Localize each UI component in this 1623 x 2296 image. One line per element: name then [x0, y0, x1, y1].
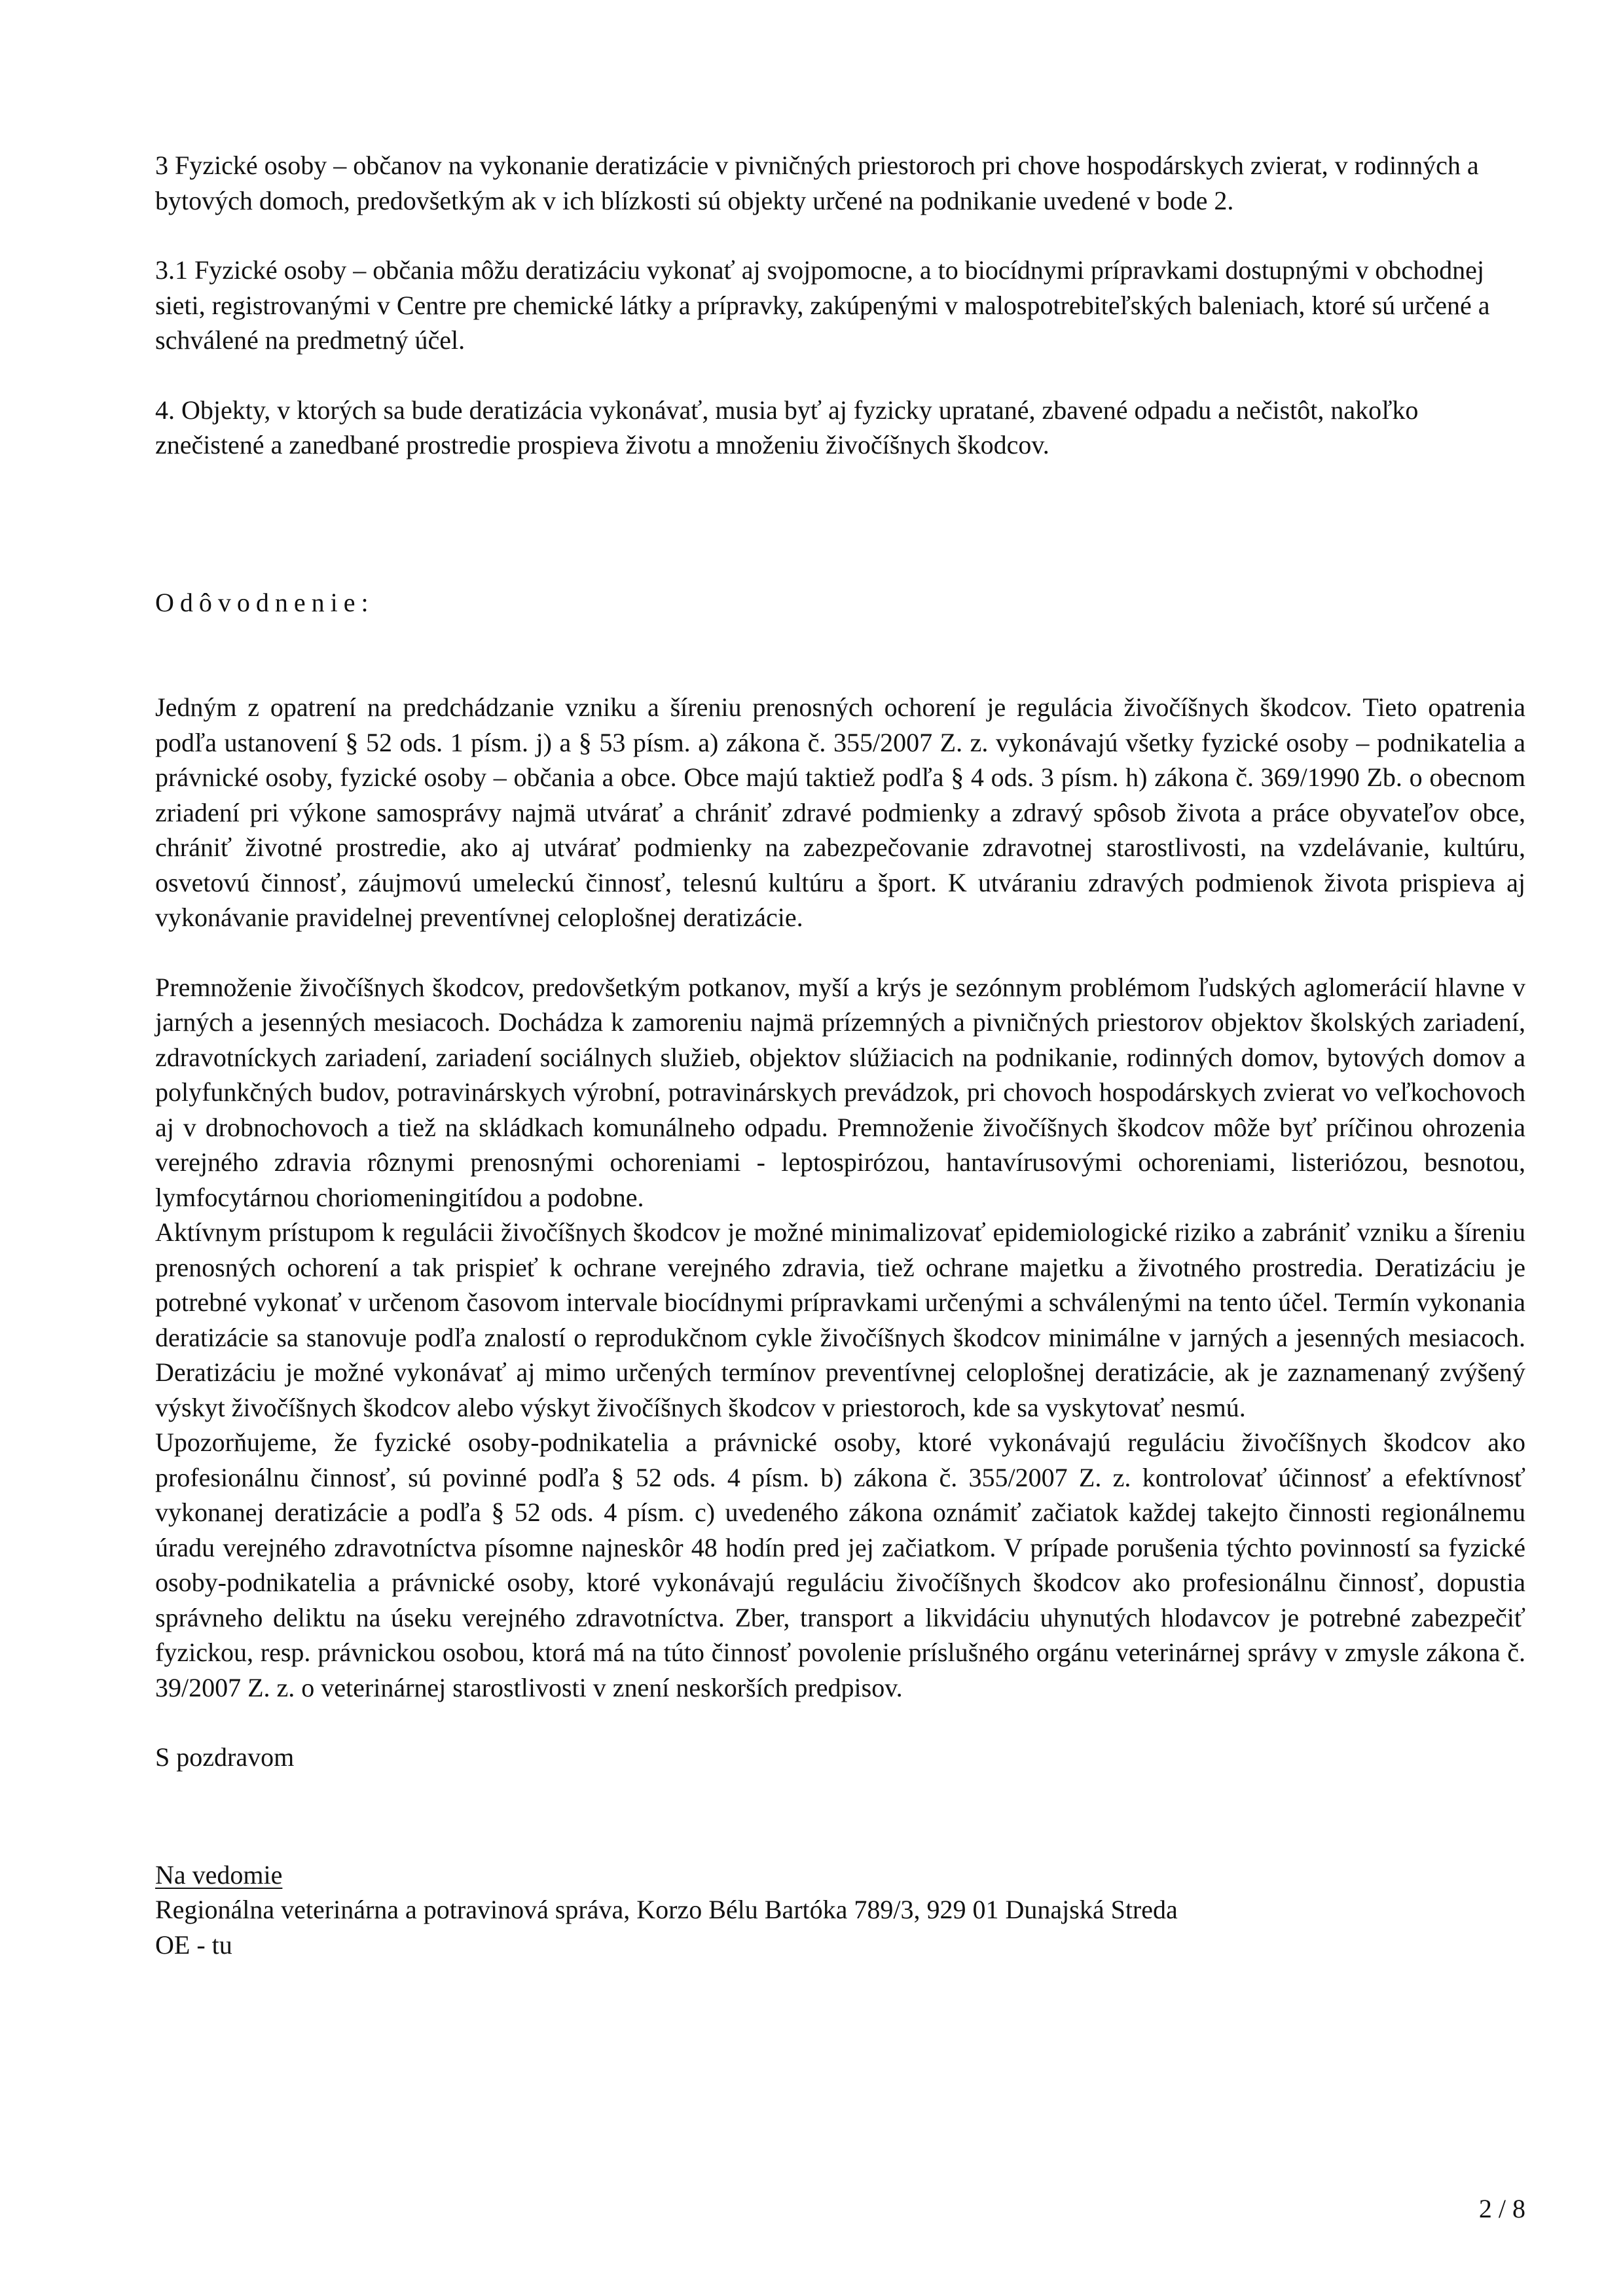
spacer	[155, 218, 1525, 253]
document-page	[155, 148, 1525, 1962]
spacer	[155, 463, 1525, 585]
spacer	[155, 935, 1525, 970]
point-3-1: 3.1 Fyzické osoby – občania môžu deratizáciu vykonať aj svojpomocne, a to biocídnymi prípravkami dostupnými v obchodnej sieti, registrovanými v Centre pre chemické látky a prípravky, zakúpenými v malospotrebiteľských baleniach, ktoré sú určené a schválené na predmetný účel.	[155, 255, 1490, 355]
point-4: 4. Objekty, v ktorých sa bude deratizácia vykonávať, musia byť aj fyzicky upratané, zbavené odpadu a nečistôt, nakoľko znečistené a zanedbané prostredie prospieva životu a množeniu živočíšnych škodcov.	[155, 395, 1419, 459]
cc-recipient-1: Regionálna veterinárna a potravinová správa, Korzo Bélu Bartóka 789/3, 929 01 Dunajská Streda	[155, 1895, 1178, 1924]
spacer	[155, 1705, 1525, 1740]
justification-paragraph-2: Premnoženie živočíšnych škodcov, predovšetkým potkanov, myší a krýs je sezónnym problémom ľudských aglomerácií hlavne v jarných a jesenných mesiacoch. Dochádza k zamoreniu najmä prízemných a pivničných priestorov objektov školských zariadení, zdravotníckych zariadení, zariadení sociálnych služieb, objektov slúžiacich na podnikanie, rodinných domov, bytových domov a polyfunkčných budov, potravinárskych výrobní, potravinárskych prevádzok, pri chovoch hospodárskych zvierat vo veľkochovoch aj v drobnochovoch a tiež na skládkach komunálneho odpadu. Premnoženie živočíšnych škodcov môže byť príčinou ohrozenia verejného zdravia rôznymi prenosnými ochoreniami - leptospirózou, hantavírusovými ochoreniami, listeriózou, besnotou, lymfocytárnou choriomeningitídou a podobne.	[155, 972, 1525, 1212]
justification-paragraph-3: Aktívnym prístupom k regulácii živočíšnych škodcov je možné minimalizovať epidemiologické riziko a zabrániť vzniku a šíreniu prenosných ochorení a tak prispieť k ochrane verejného zdravia, tiež ochrane majetku a životného prostredia. Deratizáciu je potrebné vykonať v určenom časovom intervale biocídnymi prípravkami určenými a schválenými na tento účel. Termín vykonania deratizácie sa stanovuje podľa znalostí o reprodukčnom cykle živočíšnych škodcov minimálne v jarných a jesenných mesiacoch. Deratizáciu je možné vykonávať aj mimo určených termínov preventívnej celoplošnej deratizácie, ak je zaznamenaný zvýšený výskyt živočíšnych škodcov alebo výskyt živočíšnych škodcov v priestoroch, kde sa vyskytovať nesmú.	[155, 1217, 1525, 1422]
closing-greeting: S pozdravom	[155, 1742, 295, 1772]
cc-recipient-2: OE - tu	[155, 1929, 232, 1960]
point-3: 3 Fyzické osoby – občanov na vykonanie deratizácie v pivničných priestoroch pri chove hospodárskych zvierat, v rodinných a bytových domoch, predovšetkým ak v ich blízkosti sú objekty určené na podnikanie uvedené v bode 2.	[155, 151, 1479, 215]
spacer	[155, 358, 1525, 393]
spacer	[155, 620, 1525, 690]
cc-heading: Na vedomie	[155, 1859, 283, 1890]
justification-heading: Odôvodnenie:	[155, 587, 374, 617]
justification-paragraph-4: Upozorňujeme, že fyzické osoby-podnikatelia a právnické osoby, ktoré vykonávajú reguláciu živočíšnych škodcov ako profesionálnu činnosť, sú povinné podľa § 52 ods. 4 písm. b) zákona č. 355/2007 Z. z. kontrolovať účinnosť a efektívnosť vykonanej deratizácie a podľa § 52 ods. 4 písm. c) uvedeného zákona oznámiť začiatok každej takejto činnosti regionálnemu úradu verejného zdravotníctva písomne najneskôr 48 hodín pred jej začiatkom. V prípade porušenia týchto povinností sa fyzické osoby-podnikatelia a právnické osoby, ktoré vykonávajú reguláciu živočíšnych škodcov ako profesionálnu činnosť, dopustia správneho deliktu na úseku verejného zdravotníctva. Zber, transport a likvidáciu uhynutých hlodavcov je potrebné zabezpečiť fyzickou, resp. právnickou osobou, ktorá má na túto činnosť povolenie príslušného orgánu veterinárnej správy v zmysle zákona č. 39/2007 Z. z. o veterinárnej starostlivosti v znení neskorších predpisov.	[155, 1427, 1525, 1702]
justification-paragraph-1: Jedným z opatrení na predchádzanie vzniku a šíreniu prenosných ochorení je regulácia živočíšnych škodcov. Tieto opatrenia podľa ustanovení § 52 ods. 1 písm. j) a § 53 písm. a) zákona č. 355/2007 Z. z. vykonávajú všetky fyzické osoby – podnikatelia a právnické osoby, fyzické osoby – občania a obce. Obce majú taktiež podľa § 4 ods. 3 písm. h) zákona č. 369/1990 Zb. o obecnom zriadení pri výkone samosprávy najmä utvárať a chrániť zdravé podmienky a zdravý spôsob života a práce obyvateľov obce, chrániť životné prostredie, ako aj utvárať podmienky na zabezpečovanie zdravotnej starostlivosti, na vzdelávanie, kultúru, osvetovú činnosť, záujmovú umeleckú činnosť, telesnú kultúru a šport. K utváraniu zdravých podmienok života prispieva aj vykonávanie pravidelnej preventívnej celoplošnej deratizácie.	[155, 692, 1525, 932]
spacer	[155, 1775, 1525, 1857]
page-number: 2 / 8	[1478, 2194, 1525, 2223]
